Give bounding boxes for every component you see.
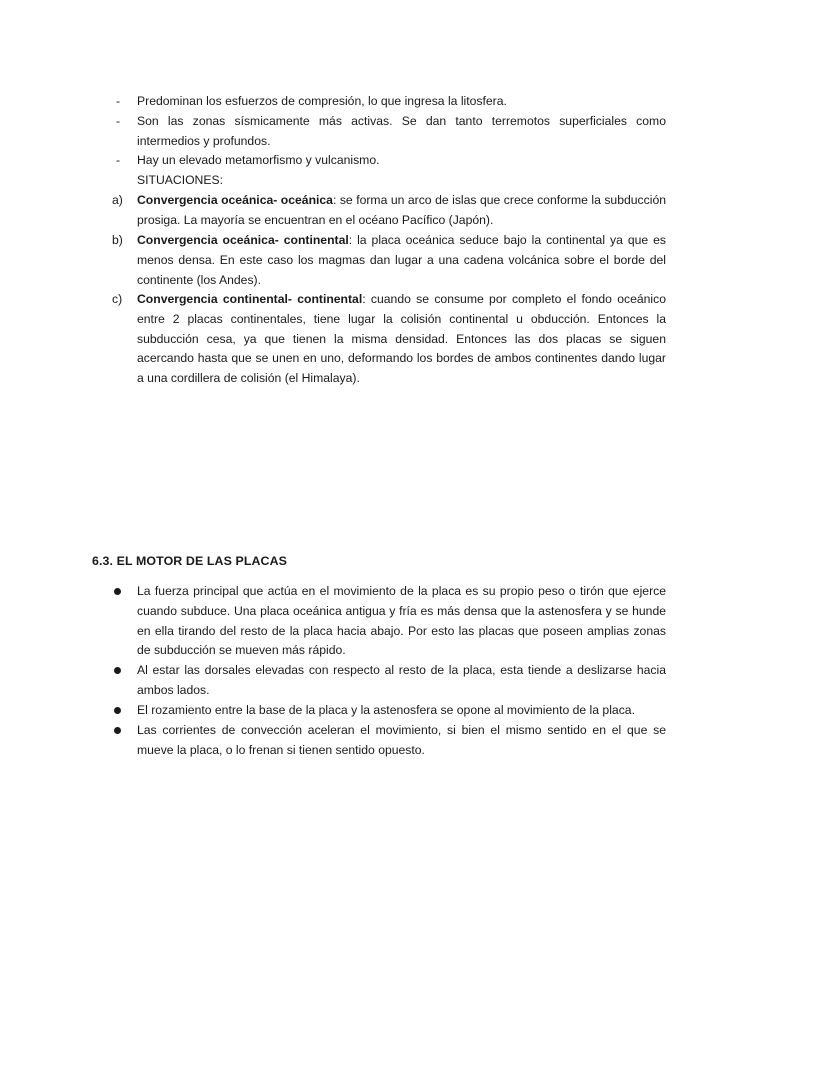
bullet-dot <box>114 588 121 595</box>
situation-oceanic-oceanic <box>137 191 666 231</box>
bullet-item-weight: La fuerza principal que actúa en el movimiento de la placa es su propio peso o tirón que ejerce cuando subduce. Una placa oceánica antigua y fría es más densa que la astenosfera y se hunde en ella tirando del resto de la placa hacia abajo. Por esto las placas que poseen amplias zonas de subducción se mueven más rápido. <box>137 584 666 658</box>
situation-continental-continental <box>137 290 666 389</box>
term-oceanic-oceanic: Convergencia oceánica- oceánica <box>137 193 333 207</box>
dash-marker: - <box>116 153 121 167</box>
dash-marker: - <box>116 114 121 128</box>
situations-label: SITUACIONES: <box>137 173 224 187</box>
term-oceanic-continental: Convergencia oceánica- continental <box>137 233 349 247</box>
section-heading: 6.3. EL MOTOR DE LAS PLACAS <box>92 554 288 568</box>
situation-marker-c: c) <box>112 292 123 306</box>
dash-marker: - <box>116 94 121 108</box>
bullet-item-ridges: Al estar las dorsales elevadas con respecto al resto de la placa, esta tiende a deslizarse hacia ambos lados. <box>137 663 666 697</box>
term-continental-continental: Convergencia continental- continental <box>137 292 363 306</box>
situation-text: : la placa oceánica seduce bajo la continental ya que es menos densa. En este caso los magmas dan lugar a una cadena volcánica sobre el borde del continente (los Andes). <box>137 233 666 287</box>
situation-text: : cuando se consume por completo el fondo oceánico entre 2 placas continentales, tiene lugar la colisión continental u obducción. Entonces la subducción cesa, ya que tienen la misma densidad. Entonces las dos placas se siguen acercando hasta que se unen en uno, deformando los bordes de ambos continentes dando lugar a una cordillera de colisión (el Himalaya). <box>137 292 667 386</box>
bullet-dot <box>114 667 121 674</box>
dash-item-metamorphism: Hay un elevado metamorfismo y vulcanismo. <box>137 153 380 167</box>
bullet-item-friction: El rozamiento entre la base de la placa y la astenosfera se opone al movimiento de la placa. <box>137 703 635 717</box>
bullet-dot <box>114 707 121 714</box>
bullet-item-convection: Las corrientes de convección aceleran el movimiento, si bien el mismo sentido en el que se mueve la placa, o lo frenan si tienen sentido opuesto. <box>137 723 666 757</box>
bullet-dot <box>114 727 121 734</box>
situation-text: : se forma un arco de islas que crece conforme la subducción prosiga. La mayoría se encuentran en el océano Pacífico (Japón). <box>137 193 666 227</box>
dash-item-seismic: Son las zonas sísmicamente más activas. Se dan tanto terremotos superficiales como intermedios y profundos. <box>137 114 666 148</box>
situation-marker-a: a) <box>112 193 123 207</box>
dash-item-compression: Predominan los esfuerzos de compresión, lo que ingresa la litosfera. <box>137 94 507 108</box>
situation-marker-b: b) <box>112 233 123 247</box>
situation-oceanic-continental <box>137 231 666 290</box>
